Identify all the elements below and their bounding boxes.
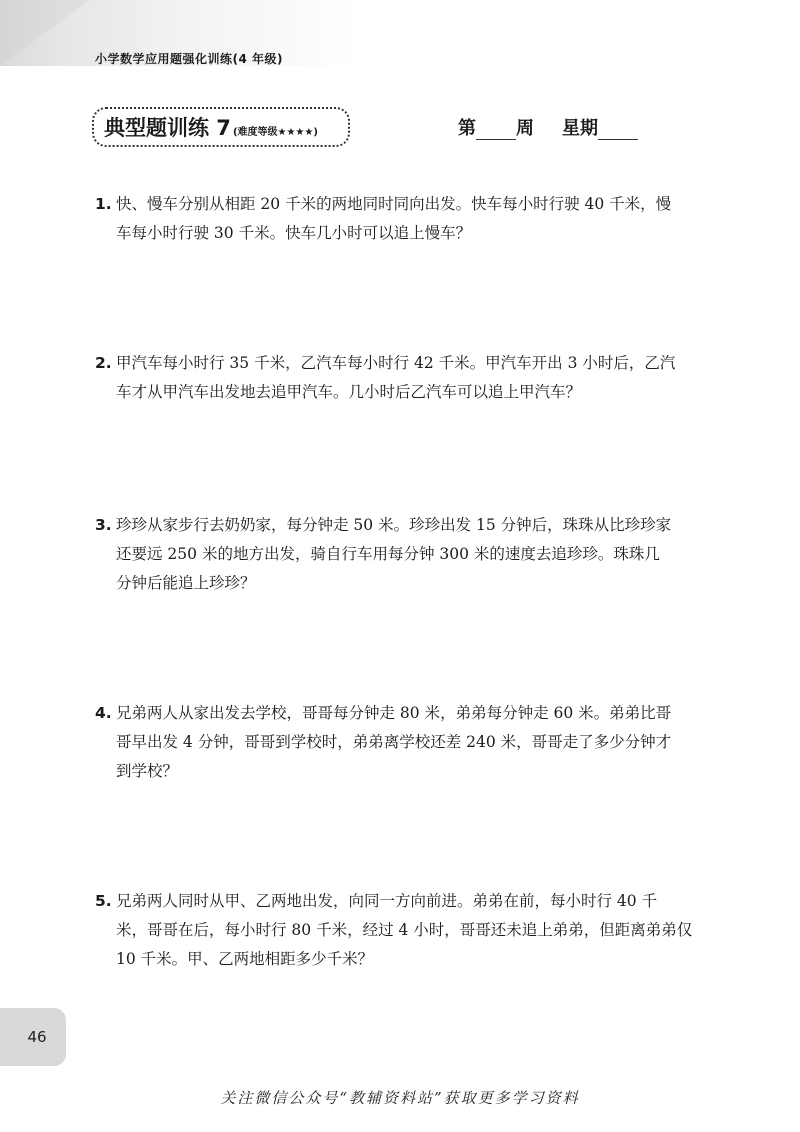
problem-5 (95, 887, 715, 974)
problem-line: 还要远 250 米的地方出发，骑自行车用每分钟 300 米的速度去追珍珍。珠珠几 (116, 545, 660, 563)
problem-line: 快、慢车分别从相距 20 千米的两地同时同向出发。快车每小时行驶 40 千米，慢 (116, 195, 672, 213)
problem-number: 2. (95, 354, 112, 372)
problem-line: 分钟后能追上珍珍？ (116, 574, 256, 592)
problem-line: 车每小时行驶 30 千米。快车几小时可以追上慢车？ (116, 224, 472, 242)
problem-line: 10 千米。甲、乙两地相距多少千米？ (116, 950, 374, 968)
problem-number: 4. (95, 704, 112, 722)
problem-line: 兄弟两人从家出发去学校，哥哥每分钟走 80 米，弟弟每分钟走 60 米。弟弟比哥 (116, 704, 672, 722)
week-date-field (458, 114, 638, 140)
page-number-tab (0, 1008, 66, 1066)
footer-note: 关注微信公众号“教辅资料站”获取更多学习资料 (220, 1089, 580, 1107)
weekday-blank[interactable] (598, 121, 638, 140)
problem-number: 3. (95, 516, 112, 534)
problem-4 (95, 699, 715, 786)
problem-line: 到学校？ (116, 762, 179, 780)
problem-3 (95, 511, 715, 598)
problem-1 (95, 190, 715, 248)
problem-2 (95, 349, 715, 407)
week-number-blank[interactable] (476, 121, 516, 140)
problem-line: 兄弟两人同时从甲、乙两地出发，向同一方向前进。弟弟在前，每小时行 40 千 (116, 892, 658, 910)
difficulty-rating: (难度等级★★★★) (232, 126, 318, 138)
weekday-label: 星期 (562, 118, 598, 139)
problem-line: 甲汽车每小时行 35 千米，乙汽车每小时行 42 千米。甲汽车开出 3 小时后，乙汽 (116, 354, 676, 372)
problem-line: 珍珍从家步行去奶奶家，每分钟走 50 米。珍珍出发 15 分钟后，珠珠从比珍珍家 (116, 516, 672, 534)
section-title: 典型题训练 7 (104, 116, 231, 140)
series-title: 小学数学应用题强化训练(4 年级) (95, 52, 283, 66)
section-title-box (92, 107, 350, 147)
problem-line: 车才从甲汽车出发地去追甲汽车。几小时后乙汽车可以追上甲汽车？ (116, 383, 582, 401)
page-number: 46 (27, 1028, 47, 1046)
problem-number: 1. (95, 195, 112, 213)
problem-line: 米，哥哥在后，每小时行 80 千米，经过 4 小时，哥哥还未追上弟弟，但距离弟弟仅 (116, 921, 693, 939)
week-prefix: 第 (458, 118, 476, 139)
week-suffix: 周 (516, 118, 534, 139)
problem-line: 哥早出发 4 分钟，哥哥到学校时，弟弟离学校还差 240 米，哥哥走了多少分钟才 (116, 733, 672, 751)
problem-number: 5. (95, 892, 112, 910)
